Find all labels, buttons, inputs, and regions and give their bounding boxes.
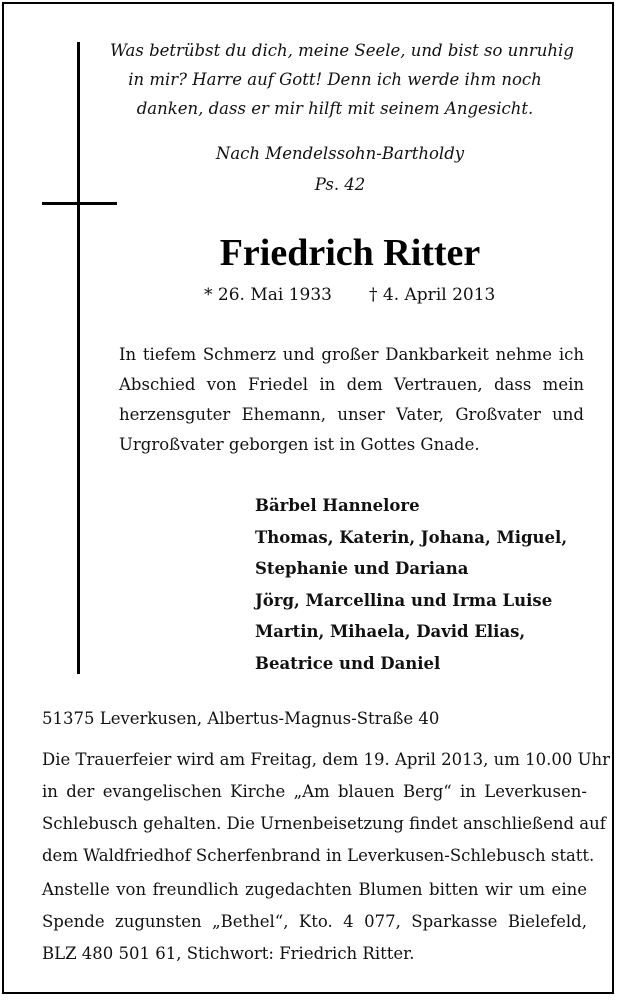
donation-line: BLZ 480 501 61, Stichwort: Friedrich Ritter. (42, 944, 415, 963)
mourners-line: Jörg, Marcellina und Irma Luise (255, 590, 553, 610)
donation-line: Spende zugunsten „Bethel“, Kto. 4 077, Sparkasse Bielefeld, (42, 912, 587, 931)
bible-quote (110, 36, 574, 123)
funeral-service-info (42, 744, 611, 872)
family-address: 51375 Leverkusen, Albertus-Magnus-Straße 40 (42, 709, 440, 728)
ceremony-line: Die Trauerfeier wird am Freitag, dem 19. April 2013, um 10.00 Uhr (42, 750, 611, 769)
quote-author: Nach Mendelssohn-Bartholdy (215, 144, 465, 163)
statement-line: Abschied von Friedel in dem Vertrauen, dass mein (119, 375, 584, 394)
birth-date: * 26. Mai 1933 (204, 285, 332, 305)
donation-line: Anstelle von freundlich zugedachten Blumen bitten wir um eine (42, 880, 587, 899)
quote-attribution (150, 138, 530, 200)
quote-reference: Ps. 42 (314, 175, 366, 194)
deceased-name: Friedrich Ritter (219, 232, 481, 274)
statement-line: In tiefem Schmerz und großer Dankbarkeit nehme ich (119, 345, 584, 364)
mourners-line: Beatrice und Daniel (255, 653, 441, 673)
statement-line: Urgroßvater geborgen ist in Gottes Gnade. (119, 435, 480, 454)
mourners-line: Stephanie und Dariana (255, 559, 469, 578)
ceremony-line: in der evangelischen Kirche „Am blauen Berg“ in Leverkusen- (42, 782, 587, 801)
quote-line: in mir? Harre auf Gott! Denn ich werde ihm noch (128, 70, 542, 89)
quote-line: danken, dass er mir hilft mit seinem Angesicht. (136, 99, 534, 118)
ceremony-line: dem Waldfriedhof Scherfenbrand in Leverkusen-Schlebusch statt. (42, 846, 595, 865)
cross-icon-horizontal-bar (42, 202, 117, 205)
quote-line: Was betrübst du dich, meine Seele, und bist so unruhig (110, 41, 574, 60)
mourners-line: Thomas, Katerin, Johana, Miguel, (255, 527, 568, 547)
mourners-list (255, 490, 595, 679)
cross-icon-vertical-bar (77, 42, 80, 674)
farewell-statement (119, 340, 584, 460)
life-dates (204, 282, 544, 308)
ceremony-line: Schlebusch gehalten. Die Urnenbeisetzung findet anschließend auf (42, 814, 606, 833)
statement-line: herzensguter Ehemann, unser Vater, Großvater und (119, 405, 584, 424)
mourners-line: Martin, Mihaela, David Elias, (255, 622, 526, 641)
donation-info (42, 874, 587, 970)
death-date: † 4. April 2013 (369, 285, 496, 305)
mourners-line: Bärbel Hannelore (255, 496, 420, 515)
